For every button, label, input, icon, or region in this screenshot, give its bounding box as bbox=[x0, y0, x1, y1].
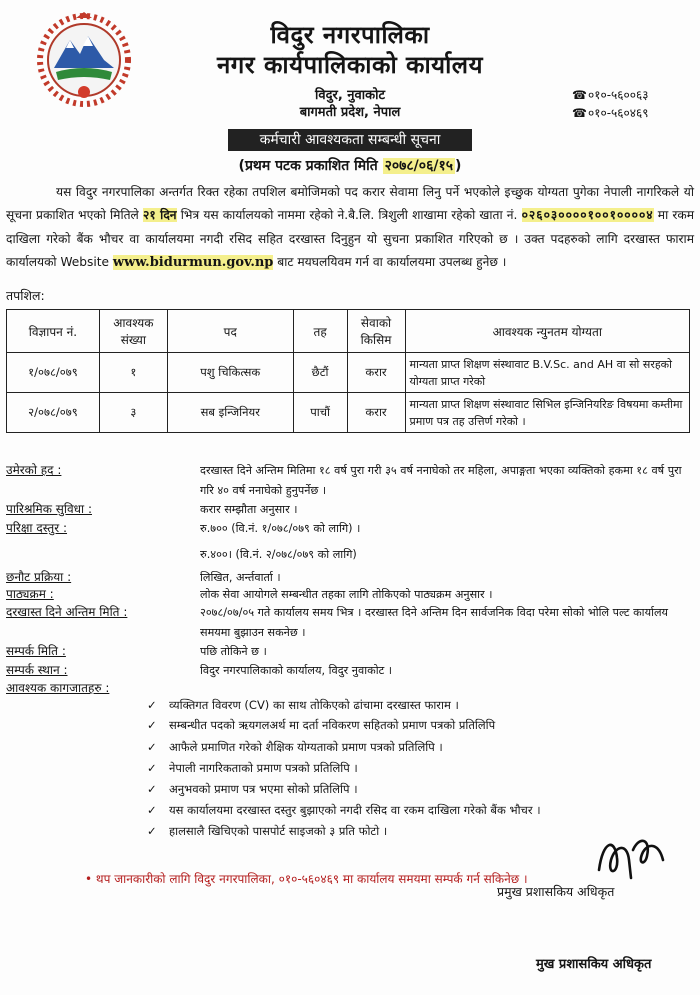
list-item: ✓ आफैले प्रमाणित गरेको शैक्षिक योग्यताको प्रमाण पत्रको प्रतिलिपि । bbox=[147, 740, 443, 754]
list-item: ✓ व्यक्तिगत विवरण (CV) का साथ तोकिएको ढांचामा दरखास्त फाराम । bbox=[147, 698, 459, 712]
table-header-row bbox=[7, 310, 690, 353]
column-header: सेवाको किसिम bbox=[347, 310, 405, 353]
telephone-icon: ☎ bbox=[572, 88, 587, 102]
table-row bbox=[7, 393, 690, 433]
syllabus-label: पाठ्यक्रम : bbox=[6, 587, 54, 601]
bullet-icon: • bbox=[85, 872, 93, 886]
municipality-name: विदुर नगरपालिका bbox=[270, 21, 430, 49]
table-row bbox=[7, 353, 690, 393]
selection-process-label: छनौट प्रक्रिया : bbox=[6, 570, 72, 584]
stamp-designation: मुख प्रशासकिय अधिकृत bbox=[536, 957, 652, 972]
ad-number: १/०७८/०७९ bbox=[7, 353, 100, 393]
check-icon: ✓ bbox=[147, 698, 157, 712]
website-link[interactable]: www.bidurmun.gov.np bbox=[112, 255, 274, 271]
notice-paragraph: यस विदुर नगरपालिका अन्तर्गत रिक्त रहेका तपशिल बमोजिमको पद करार सेवामा लिनु पर्ने भएकोले इच्छुक योग्यता पुगेका नेपाली नागरिकले यो सूचना प्रकाशित भएको मितिले २१ दिन भित्र यस कार्यालयको नाममा रहेको ने.बै.लि. त्रिशुली शाखामा रहेको खाता नं. ०२६०३००००१००१००००४ मा रकम दाखिला गरेको बैंक भौचर वा कार्यालयमा नगदी रसिद सहित दरखास्त दिनुहुन यो सुचना प्रकाशित गरिएको छ । उक्त पदहरुको लागि दरखास्त फाराम कार्यालयको Website www.bidurmun.gov.np बाट मयघलयिवम गर्न वा कार्यालयमा उपलब्ध हुनेछ । bbox=[6, 185, 695, 271]
ad-number: २/०७८/०७९ bbox=[7, 393, 100, 433]
office-location: विदुर, नुवाकोट bbox=[315, 88, 385, 103]
signatory-designation: प्रमुख प्रशासकिय अधिकृत bbox=[497, 884, 615, 899]
phone-line-2: ☎०१०-५६०४६९ bbox=[572, 106, 649, 120]
column-header: आवश्यक न्युनतम योग्यता bbox=[405, 310, 689, 353]
list-item: ✓ सम्बन्धीत पदको ऋयगलअर्थ मा दर्ता नविकरण सहितको प्रमाण पत्रको प्रतिलिपि bbox=[147, 718, 496, 732]
deadline-days: २१ दिन bbox=[142, 208, 177, 223]
exam-fee-value-2: रु.४००। (वि.नं. २/०७८/०७९ को लागि) bbox=[200, 548, 357, 561]
contact-date-label: सम्पर्क मिति : bbox=[6, 644, 66, 658]
details-label: तपशिल: bbox=[6, 288, 45, 303]
telephone-icon: ☎ bbox=[572, 106, 587, 120]
position: सब इन्जिनियर bbox=[167, 393, 293, 433]
min-qualification: मान्यता प्राप्त शिक्षण संस्थावाट B.V.Sc. and AH वा सो सरहको योग्यता प्राप्त गरेको bbox=[405, 353, 689, 393]
service-type: करार bbox=[347, 393, 405, 433]
syllabus-value: लोक सेवा आयोगले सम्बन्धीत तहका लागि तोकिएको पाठ्यक्रम अनुसार । bbox=[200, 588, 493, 601]
check-icon: ✓ bbox=[147, 761, 157, 775]
list-item: ✓ अनुभवको प्रमाण पत्र भएमा सोको प्रतिलिपि । bbox=[147, 782, 358, 796]
exam-fee-label: परिक्षा दस्तुर : bbox=[6, 521, 68, 535]
check-icon: ✓ bbox=[147, 782, 157, 796]
age-limit-label: उमेरको हद : bbox=[6, 463, 62, 477]
check-icon: ✓ bbox=[147, 718, 157, 732]
column-header: विज्ञापन नं. bbox=[7, 310, 100, 353]
list-item: ✓ नेपाली नागरिकताको प्रमाण पत्रको प्रतिलिपि । bbox=[147, 761, 358, 775]
documents-label: आवश्यक कागजातहरु : bbox=[6, 681, 110, 695]
contact-place-value: विदुर नगरपालिकाको कार्यालय, विदुर नुवाकोट । bbox=[200, 664, 393, 677]
deadline-value: २०७८/०७/०५ गते कार्यालय समय भित्र । दरखास्त दिने अन्तिम दिन सार्वजनिक विदा परेमा सोको भोलि पल्ट कार्यालय समयमा बुझाउन सकनेछ । bbox=[200, 606, 669, 639]
contact-place-label: सम्पर्क स्थान : bbox=[6, 663, 68, 677]
published-date: २०७८/०६/१५ bbox=[384, 158, 454, 174]
service-type: करार bbox=[347, 353, 405, 393]
min-qualification: मान्यता प्राप्त शिक्षण संस्थावाट सिभिल इन्जिनियरिङ विषयमा कम्तीमा प्रमाण पत्र तह उत्तिर्ण गरेको । bbox=[405, 393, 689, 433]
contact-note: • थप जानकारीको लागि विदुर नगरपालिका, ०१०-५६०४६९ मा कार्यालय समयमा सम्पर्क गर्न सकिनेछ । bbox=[85, 872, 528, 886]
age-limit-value: दरखास्त दिने अन्तिम मितिमा १८ वर्ष पुरा गरी ३५ वर्ष ननाघेको तर महिला, अपाङ्गता भएका व्यक्तिको हकमा १८ वर्ष पुरा गरि ४० वर्ष ननाघेको हुनुपर्नेछ । bbox=[200, 464, 682, 497]
contact-date-value: पछि तोकिने छ । bbox=[200, 645, 267, 658]
salary-label: पारिश्रमिक सुविधा : bbox=[6, 502, 92, 516]
level: पाचौं bbox=[293, 393, 347, 433]
list-item: ✓ हालसालै खिचिएको पासपोर्ट साइजको ३ प्रति फोटो । bbox=[147, 824, 388, 838]
bank-account-number: ०२६०३००००१००१००००४ bbox=[521, 208, 654, 223]
published-date-line: (प्रथम पटक प्रकाशित मिति २०७८/०६/१५ ) bbox=[238, 158, 462, 174]
level: छैटौं bbox=[293, 353, 347, 393]
required-count: ३ bbox=[99, 393, 167, 433]
selection-process-value: लिखित, अर्न्तवार्ता । bbox=[200, 571, 281, 584]
column-header: आवश्यक संख्या bbox=[99, 310, 167, 353]
notice-title: कर्मचारी आवश्यकता सम्बन्धी सूचना bbox=[228, 129, 472, 151]
column-header: तह bbox=[293, 310, 347, 353]
check-icon: ✓ bbox=[147, 803, 157, 817]
required-count: १ bbox=[99, 353, 167, 393]
check-icon: ✓ bbox=[147, 740, 157, 754]
office-province: बागमती प्रदेश, नेपाल bbox=[299, 105, 401, 120]
vacancy-table bbox=[6, 309, 690, 433]
phone-line-1: ☎०१०-५६००६३ bbox=[572, 88, 649, 102]
position: पशु चिकित्सक bbox=[167, 353, 293, 393]
deadline-label: दरखास्त दिने अन्तिम मिति : bbox=[6, 605, 128, 619]
exam-fee-value-1: रु.७०० (वि.नं. १/०७८/०७९ को लागि) । bbox=[200, 522, 361, 535]
office-name: नगर कार्यपालिकाको कार्यालय bbox=[216, 51, 484, 79]
salary-value: करार सम्झौता अनुसार । bbox=[200, 503, 298, 516]
list-item: ✓ यस कार्यालयमा दरखास्त दस्तुर बुझाएको नगदी रसिद वा रकम दाखिला गरेको बैंक भौचर । bbox=[147, 803, 541, 817]
column-header: पद bbox=[167, 310, 293, 353]
check-icon: ✓ bbox=[147, 824, 157, 838]
